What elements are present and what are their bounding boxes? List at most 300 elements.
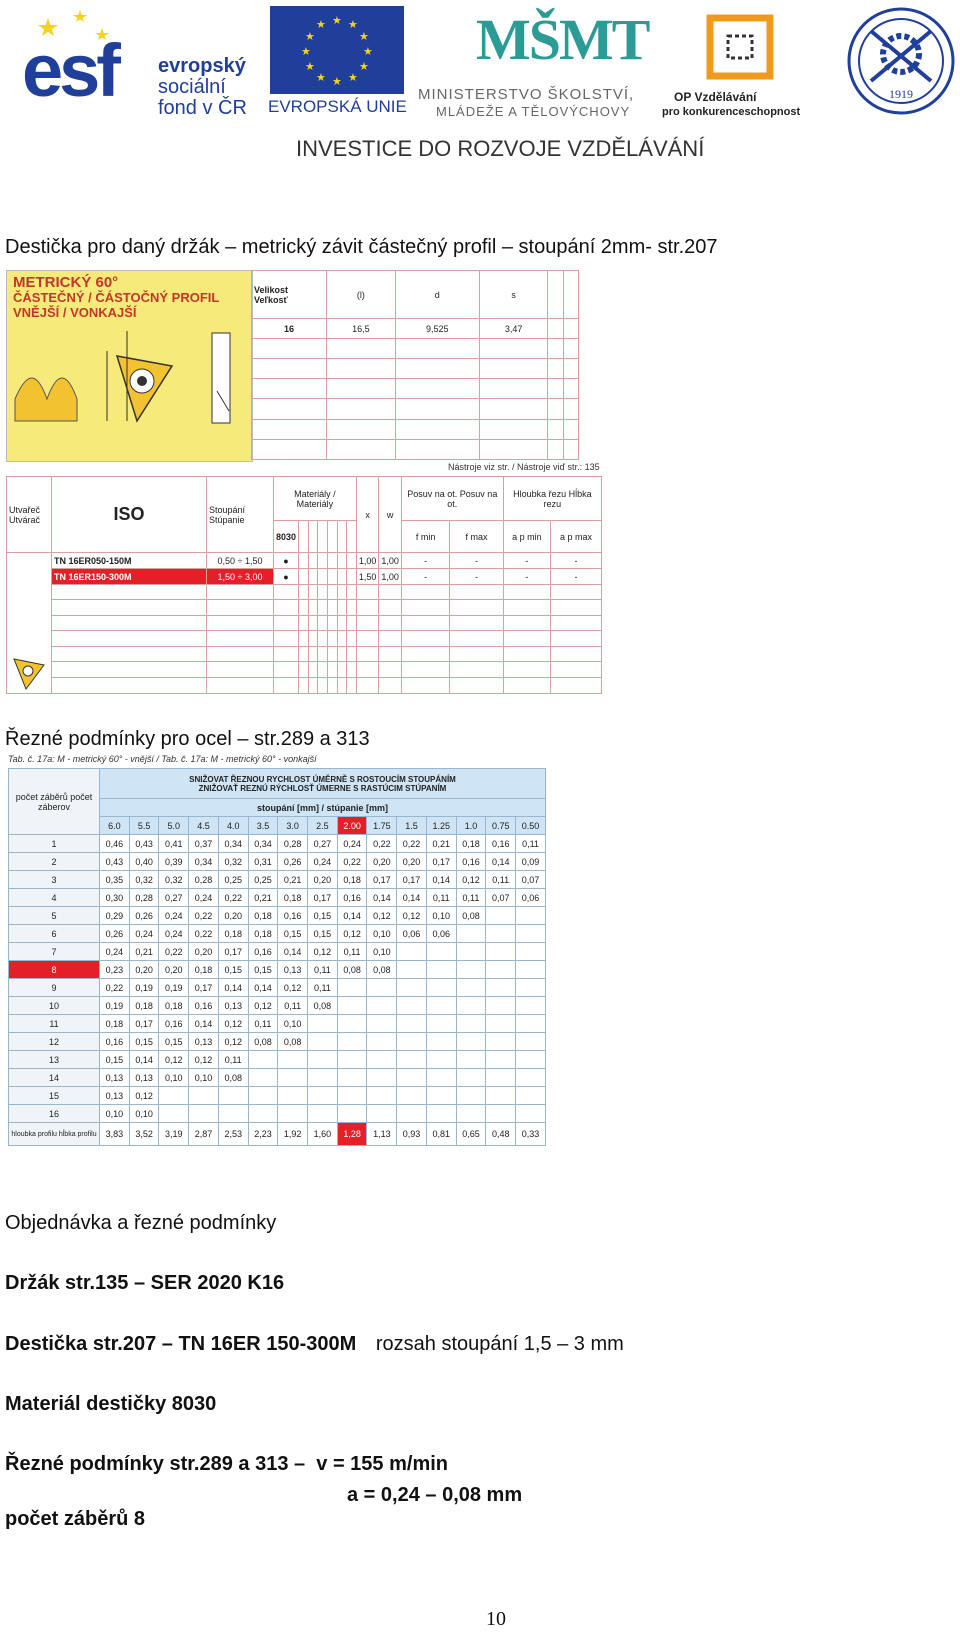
esf-line2: sociální	[158, 76, 226, 98]
feed-cell: 0,10	[278, 1015, 308, 1033]
feed-cell	[426, 961, 456, 979]
feed-cell	[278, 1105, 308, 1123]
feed-cell: 0,12	[308, 943, 338, 961]
feed-cell	[337, 997, 367, 1015]
feed-cell: 0,17	[129, 1015, 159, 1033]
feed-cell	[486, 1051, 516, 1069]
feed-cell: 0,43	[129, 835, 159, 853]
feed-cell: 0,14	[218, 979, 248, 997]
feed-cell	[189, 1087, 219, 1105]
table-row	[9, 961, 546, 979]
svg-text:★: ★	[305, 60, 315, 73]
feed-cell: 0,24	[159, 907, 189, 925]
feed-cell: 0,18	[337, 871, 367, 889]
feed-cell	[367, 1033, 397, 1051]
feed-cell	[278, 1087, 308, 1105]
feed-cell: 0,32	[159, 871, 189, 889]
pitch-header: 1.75	[367, 817, 397, 835]
feed-cell: 0,06	[426, 925, 456, 943]
x-1: 1,00	[356, 553, 379, 569]
feed-cell: 0,11	[308, 979, 338, 997]
depth-row	[9, 1123, 546, 1146]
feed-cell	[337, 1051, 367, 1069]
pass-count: 2	[9, 853, 100, 871]
feed-cell	[397, 1105, 427, 1123]
feed-cell: 0,12	[397, 907, 427, 925]
feed-cell	[189, 1105, 219, 1123]
feed-cell: 0,12	[218, 1015, 248, 1033]
sub-apmax: a p max	[551, 521, 602, 553]
feed-cell	[308, 1087, 338, 1105]
feed-cell: 0,15	[308, 925, 338, 943]
feed-cell: 0,14	[486, 853, 516, 871]
feed-cell	[456, 943, 486, 961]
op-line1: OP Vzdělávání	[674, 90, 757, 104]
feed-cell: 0,26	[278, 853, 308, 871]
feed-cell	[516, 1069, 546, 1087]
apmax-1: -	[551, 553, 602, 569]
feed-cell	[426, 1051, 456, 1069]
feed-cell	[426, 1033, 456, 1051]
col-utvarec: Utvařeč Utvárač	[7, 477, 52, 553]
feed-cell	[367, 1087, 397, 1105]
feed-cell	[367, 1069, 397, 1087]
svg-text:★: ★	[301, 45, 311, 58]
svg-text:★: ★	[305, 30, 315, 43]
feed-cell	[397, 1051, 427, 1069]
feed-cell: 0,22	[367, 835, 397, 853]
feed-cell: 0,08	[308, 997, 338, 1015]
feed-cell: 0,16	[486, 835, 516, 853]
feed-cell: 0,32	[218, 853, 248, 871]
feed-cell: 0,06	[516, 889, 546, 907]
feed-cell	[278, 1051, 308, 1069]
pitch-header: 5.5	[129, 817, 159, 835]
pitch-header: 5.0	[159, 817, 189, 835]
feed-cell	[486, 907, 516, 925]
feed-cell: 0,08	[337, 961, 367, 979]
summary-insert-bold: Destička str.207 – TN 16ER 150-300M	[5, 1333, 357, 1355]
pass-count: 11	[9, 1015, 100, 1033]
depth-label: hloubka profilu hĺbka profilu	[9, 1123, 100, 1146]
feed-cell	[456, 1033, 486, 1051]
summary-insert	[5, 1333, 624, 1356]
feed-cell: 0,12	[218, 1033, 248, 1051]
tools-note: Nástroje viz str. / Nástroje viď str.: 135	[448, 462, 600, 472]
insert-drawing-panel	[6, 270, 253, 462]
feed-cell: 0,17	[218, 943, 248, 961]
feed-cell: 0,18	[159, 997, 189, 1015]
table-row	[9, 1015, 546, 1033]
feed-cell	[218, 1087, 248, 1105]
insert-drawing-icon	[7, 271, 252, 461]
size-value-s: 3,47	[479, 319, 548, 339]
pitch-header: 3.0	[278, 817, 308, 835]
pass-count: 16	[9, 1105, 100, 1123]
feed-cell: 0,16	[100, 1033, 130, 1051]
seal-year: 1919	[889, 87, 913, 101]
feed-cell	[516, 961, 546, 979]
feed-cell	[367, 997, 397, 1015]
pitch-header: 4.0	[218, 817, 248, 835]
sub-fmin: f min	[401, 521, 449, 553]
feed-cell	[308, 1015, 338, 1033]
feed-cell: 0,12	[159, 1051, 189, 1069]
feed-cell	[456, 1051, 486, 1069]
col-w: w	[379, 477, 402, 553]
feed-cell: 0,19	[100, 997, 130, 1015]
feed-cell: 0,06	[397, 925, 427, 943]
feed-cell: 0,15	[129, 1033, 159, 1051]
feed-cell	[486, 925, 516, 943]
page-number: 10	[486, 1608, 506, 1630]
feed-cell: 0,18	[278, 889, 308, 907]
feed-cell: 0,18	[456, 835, 486, 853]
feed-cell	[397, 1087, 427, 1105]
feed-cell	[516, 1087, 546, 1105]
table-row	[9, 925, 546, 943]
feed-cell: 0,39	[159, 853, 189, 871]
feed-cell: 0,24	[189, 889, 219, 907]
feed-cell: 0,12	[129, 1087, 159, 1105]
feed-cell: 0,10	[129, 1105, 159, 1123]
feed-cell: 0,15	[218, 961, 248, 979]
feed-cell	[456, 961, 486, 979]
row-header: počet záběrů počet záberov	[9, 769, 100, 835]
table-row	[9, 943, 546, 961]
feed-cell: 0,20	[218, 907, 248, 925]
feed-cell: 0,08	[218, 1069, 248, 1087]
sub-fmax: f max	[450, 521, 503, 553]
col-posuv: Posuv na ot. Posuv na ot.	[401, 477, 503, 521]
feed-cell: 0,20	[189, 943, 219, 961]
feed-cell	[486, 1069, 516, 1087]
feed-cell	[218, 1105, 248, 1123]
cutting-table-caption: Tab. č. 17a: M - metrický 60° - vnější / Tab. č. 17a: M - metrický 60° - vonkajší	[8, 754, 317, 764]
feed-cell	[516, 943, 546, 961]
feed-cell	[397, 1069, 427, 1087]
depth-value: 0,33	[516, 1123, 546, 1146]
feed-cell: 0,22	[189, 907, 219, 925]
table-row	[9, 853, 546, 871]
feed-cell	[337, 979, 367, 997]
feed-cell: 0,15	[100, 1051, 130, 1069]
feed-cell: 0,14	[426, 871, 456, 889]
depth-value: 0,48	[486, 1123, 516, 1146]
feed-cell: 0,30	[100, 889, 130, 907]
msmt-mark: MŠMT	[476, 7, 649, 72]
feed-cell: 0,43	[100, 853, 130, 871]
table-row	[9, 907, 546, 925]
esf-line1: evropský	[158, 55, 246, 77]
depth-value: 3,52	[129, 1123, 159, 1146]
feed-cell: 0,11	[456, 889, 486, 907]
table-row	[9, 1087, 546, 1105]
feed-cell: 0,22	[159, 943, 189, 961]
pass-count: 7	[9, 943, 100, 961]
sub-apmin: a p min	[503, 521, 550, 553]
feed-cell: 0,25	[248, 871, 278, 889]
pass-count: 14	[9, 1069, 100, 1087]
feed-cell	[337, 1033, 367, 1051]
svg-text:★: ★	[363, 45, 373, 58]
banner-line1: SNIŽOVAT ŘEZNOU RYCHLOST ÚMĚRNĚ S ROSTOUCÍM STOUPÁNÍM	[189, 774, 456, 784]
apmin-2: -	[503, 569, 550, 585]
feed-cell	[456, 925, 486, 943]
table-row	[9, 1105, 546, 1123]
msmt-logo	[412, 6, 652, 121]
fmin-1: -	[401, 553, 449, 569]
summary-passes: počet záběrů 8	[5, 1508, 146, 1530]
pass-count: 1	[9, 835, 100, 853]
feed-cell: 0,16	[159, 1015, 189, 1033]
esf-logo	[22, 6, 252, 119]
feed-cell: 0,10	[367, 943, 397, 961]
feed-cell	[516, 1051, 546, 1069]
feed-cell: 0,13	[189, 1033, 219, 1051]
pass-count: 6	[9, 925, 100, 943]
insert-title-line3: VNĚJŠÍ / VONKAJŠÍ	[13, 305, 137, 320]
feed-cell: 0,12	[248, 997, 278, 1015]
iso-code-1: TN 16ER050-150M	[52, 553, 207, 569]
feed-cell	[367, 1015, 397, 1033]
feed-cell: 0,34	[248, 835, 278, 853]
feed-cell	[308, 1069, 338, 1087]
feed-cell: 0,13	[278, 961, 308, 979]
svg-text:★: ★	[348, 18, 358, 31]
feed-cell: 0,17	[367, 871, 397, 889]
feed-cell: 0,11	[218, 1051, 248, 1069]
feed-cell: 0,10	[367, 925, 397, 943]
feed-cell	[426, 1015, 456, 1033]
feed-cell: 0,15	[308, 907, 338, 925]
insert-title-line1: METRICKÝ 60°	[13, 274, 119, 291]
feed-cell	[516, 979, 546, 997]
feed-cell: 0,27	[159, 889, 189, 907]
feed-cell: 0,21	[129, 943, 159, 961]
feed-cell: 0,15	[278, 925, 308, 943]
table-row	[9, 997, 546, 1015]
esf-line3: fond v ČR	[158, 97, 247, 119]
feed-cell: 0,17	[397, 871, 427, 889]
feed-cell	[337, 1069, 367, 1087]
insert-title-line2: ČÁSTEČNÝ / ČÁSTOČNÝ PROFIL	[13, 290, 220, 305]
feed-cell: 0,15	[248, 961, 278, 979]
feed-cell	[397, 961, 427, 979]
feed-cell	[308, 1105, 338, 1123]
feed-cell: 0,18	[100, 1015, 130, 1033]
feed-cell: 0,11	[337, 943, 367, 961]
feed-cell	[486, 961, 516, 979]
feed-cell	[426, 1105, 456, 1123]
feed-cell: 0,22	[189, 925, 219, 943]
pass-count: 5	[9, 907, 100, 925]
pitch-header: 4.5	[189, 817, 219, 835]
depth-value: 2,23	[248, 1123, 278, 1146]
feed-cell	[456, 1015, 486, 1033]
feed-cell: 0,24	[159, 925, 189, 943]
feed-cell	[486, 943, 516, 961]
op-line2: pro konkurenceschopnost	[662, 106, 801, 118]
feed-cell	[426, 979, 456, 997]
esf-text	[158, 56, 247, 119]
pitch-header: 1.5	[397, 817, 427, 835]
insert-catalogue-table	[6, 270, 602, 695]
table-row	[7, 553, 602, 569]
feed-cell: 0,16	[248, 943, 278, 961]
feed-cell	[308, 1033, 338, 1051]
pass-count: 9	[9, 979, 100, 997]
feed-cell	[248, 1105, 278, 1123]
feed-cell: 0,16	[337, 889, 367, 907]
pass-count: 13	[9, 1051, 100, 1069]
feed-cell: 0,16	[456, 853, 486, 871]
pitch-header: 0.50	[516, 817, 546, 835]
feed-cell: 0,14	[129, 1051, 159, 1069]
svg-text:★: ★	[316, 18, 326, 31]
feed-cell	[486, 1015, 516, 1033]
feed-cell: 0,08	[248, 1033, 278, 1051]
feed-cell: 0,34	[189, 853, 219, 871]
msmt-line1: MINISTERSTVO ŠKOLSTVÍ,	[418, 86, 635, 103]
feed-cell	[456, 1087, 486, 1105]
summary-insert-range: rozsah stoupání 1,5 – 3 mm	[375, 1333, 624, 1355]
feed-cell: 0,16	[278, 907, 308, 925]
feed-cell: 0,22	[397, 835, 427, 853]
col-stoupani: Stoupání Stúpanie	[207, 477, 274, 553]
feed-cell	[367, 979, 397, 997]
size-value-size: 16	[252, 319, 327, 339]
insert-thumb-icon	[12, 651, 46, 691]
col-iso: ISO	[52, 477, 207, 553]
depth-value: 2,53	[218, 1123, 248, 1146]
feed-cell: 0,18	[129, 997, 159, 1015]
size-header-size: Velikost Veľkosť	[252, 271, 327, 319]
stoupani-2: 1,50 ÷ 3,00	[207, 569, 274, 585]
feed-cell: 0,14	[337, 907, 367, 925]
feed-cell	[426, 1069, 456, 1087]
fmin-2: -	[401, 569, 449, 585]
feed-cell: 0,26	[129, 907, 159, 925]
feed-cell	[278, 1069, 308, 1087]
feed-cell	[337, 1015, 367, 1033]
feed-cell: 0,13	[218, 997, 248, 1015]
feed-cell: 0,14	[367, 889, 397, 907]
feed-cell	[456, 997, 486, 1015]
feed-cell	[397, 1015, 427, 1033]
feed-cell	[308, 1051, 338, 1069]
feed-cell: 0,07	[516, 871, 546, 889]
feed-cell: 0,07	[486, 889, 516, 907]
feed-cell	[248, 1051, 278, 1069]
feed-cell	[159, 1087, 189, 1105]
feed-cell: 0,14	[397, 889, 427, 907]
pass-count: 12	[9, 1033, 100, 1051]
feed-cell	[456, 1105, 486, 1123]
col-materials: Materiály / Materiály	[274, 477, 357, 521]
header-logos	[0, 0, 960, 170]
feed-cell: 0,22	[100, 979, 130, 997]
svg-text:★: ★	[332, 75, 342, 88]
depth-value: 1,60	[308, 1123, 338, 1146]
size-table	[251, 270, 579, 460]
summary-material: Materiál destičky 8030	[5, 1393, 217, 1415]
feed-cell: 0,28	[278, 835, 308, 853]
table-row	[9, 1051, 546, 1069]
depth-value: 1,92	[278, 1123, 308, 1146]
pitch-header: 1.25	[426, 817, 456, 835]
mark-2: ●	[274, 569, 299, 585]
feed-cell: 0,17	[426, 853, 456, 871]
feed-cell: 0,20	[397, 853, 427, 871]
w-2: 1,00	[379, 569, 402, 585]
feed-cell	[516, 1015, 546, 1033]
size-value-l: 16,5	[327, 319, 396, 339]
summary-conditions: Řezné podmínky str.289 a 313 – v = 155 m/min	[5, 1453, 448, 1475]
pitch-label: stoupání [mm] / stúpanie [mm]	[100, 799, 546, 817]
feed-cell	[516, 907, 546, 925]
feed-cell: 0,37	[189, 835, 219, 853]
feed-cell: 0,28	[189, 871, 219, 889]
feed-cell: 0,12	[456, 871, 486, 889]
feed-cell	[486, 997, 516, 1015]
svg-text:★: ★	[348, 71, 358, 84]
depth-value: 1,13	[367, 1123, 397, 1146]
col-grade: 8030	[274, 521, 299, 553]
summary-feed: a = 0,24 – 0,08 mm	[347, 1484, 523, 1506]
section1-heading: Destička pro daný držák – metrický závit částečný profil – stoupání 2mm- str.207	[5, 236, 718, 258]
feed-cell: 0,16	[189, 997, 219, 1015]
feed-cell: 0,11	[426, 889, 456, 907]
pass-count: 8	[9, 961, 100, 979]
feed-cell: 0,11	[486, 871, 516, 889]
feed-cell	[486, 979, 516, 997]
eu-flag-icon	[270, 6, 404, 94]
feed-cell: 0,14	[278, 943, 308, 961]
feed-cell: 0,28	[129, 889, 159, 907]
feed-cell	[248, 1087, 278, 1105]
col-x: x	[356, 477, 379, 553]
feed-cell: 0,08	[278, 1033, 308, 1051]
feed-cell: 0,13	[100, 1069, 130, 1087]
size-value-d: 9,525	[395, 319, 479, 339]
banner	[100, 769, 546, 799]
size-header-l: (l)	[327, 271, 396, 319]
feed-cell: 0,22	[218, 889, 248, 907]
cutting-conditions-table	[8, 768, 546, 1139]
feed-cell: 0,46	[100, 835, 130, 853]
feed-cell	[397, 1033, 427, 1051]
feed-cell	[516, 1033, 546, 1051]
feed-cell: 0,10	[159, 1069, 189, 1087]
table-row	[9, 1069, 546, 1087]
feed-cell: 0,20	[159, 961, 189, 979]
feed-cell	[159, 1105, 189, 1123]
svg-text:★: ★	[359, 60, 369, 73]
feed-cell	[456, 979, 486, 997]
feed-cell: 0,40	[129, 853, 159, 871]
feed-cell	[516, 925, 546, 943]
pass-count: 15	[9, 1087, 100, 1105]
feed-cell: 0,24	[129, 925, 159, 943]
feed-cell: 0,23	[100, 961, 130, 979]
feed-cell: 0,24	[308, 853, 338, 871]
insert-thumbnail	[7, 553, 52, 694]
feed-cell: 0,21	[248, 889, 278, 907]
feed-cell: 0,12	[189, 1051, 219, 1069]
feed-cell: 0,35	[100, 871, 130, 889]
feed-cell: 0,32	[129, 871, 159, 889]
